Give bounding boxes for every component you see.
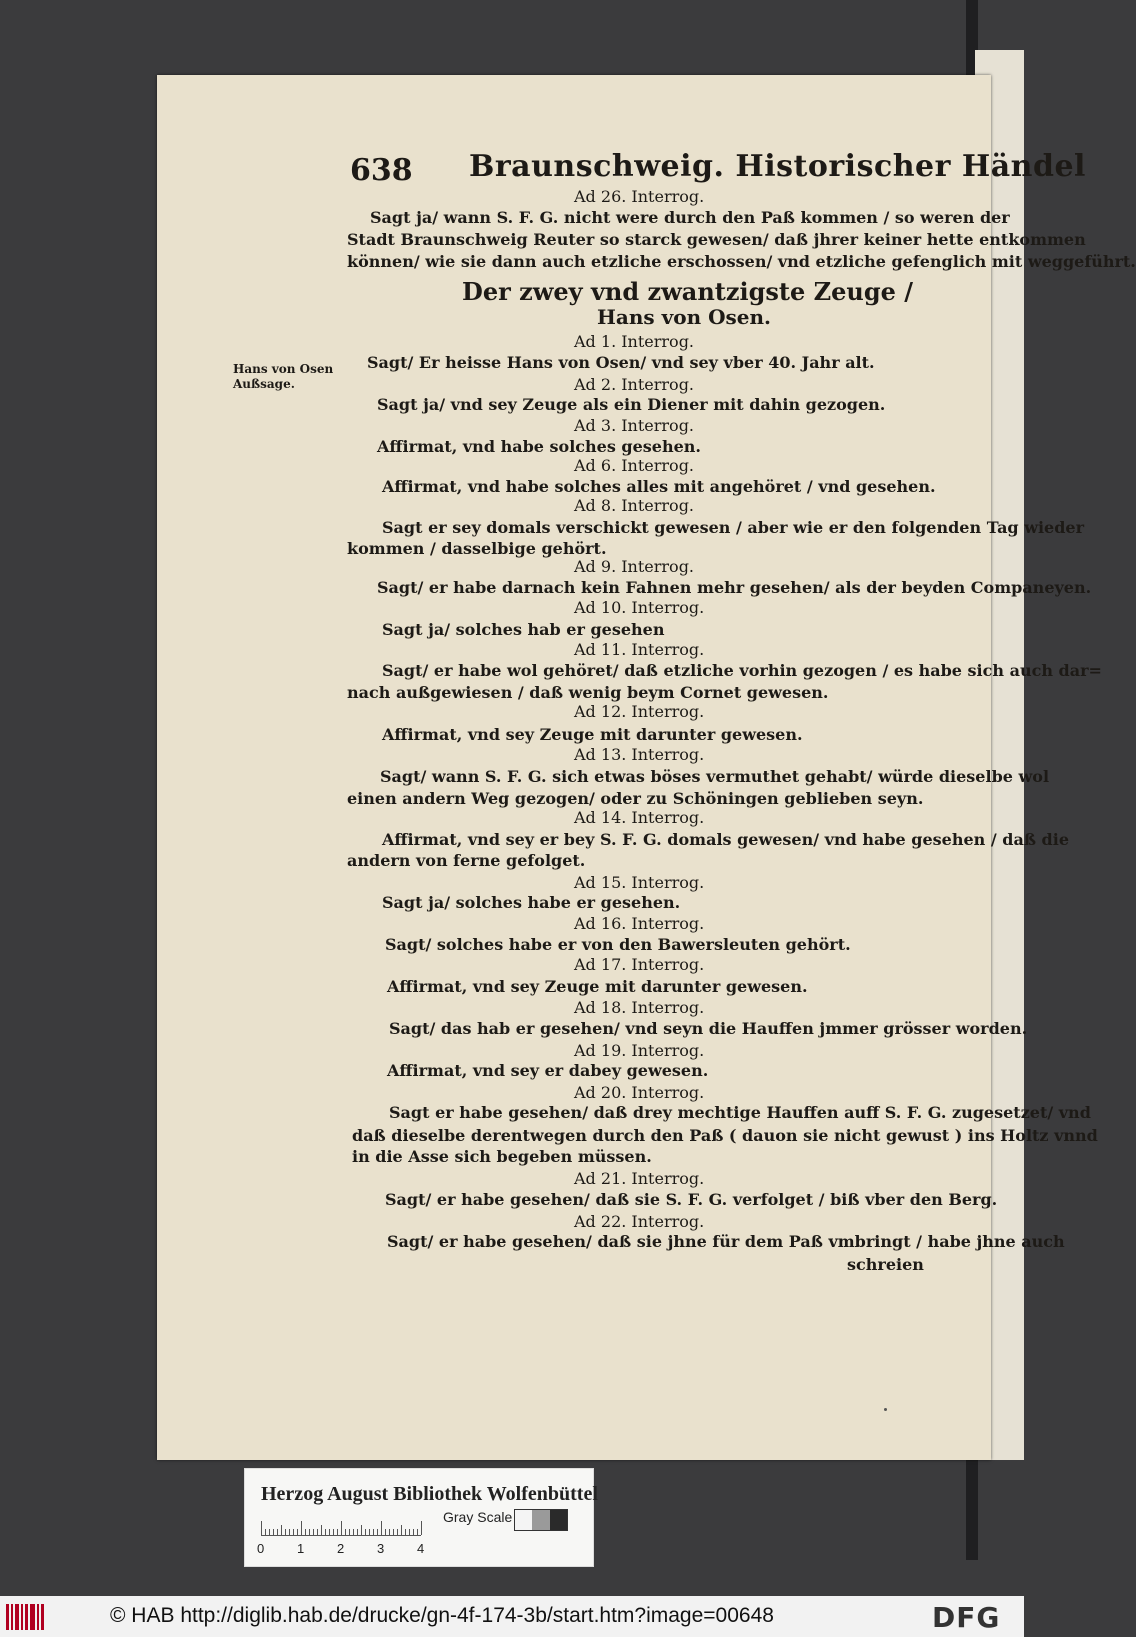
interrogatory-heading: Ad 22. Interrog. <box>574 1212 705 1231</box>
testimony-line: Sagt/ das hab er gesehen/ vnd seyn die Hauffen jmmer grösser worden. <box>389 1019 1028 1038</box>
library-color-card <box>244 1468 598 1567</box>
testimony-line: Sagt er sey domals verschickt gewesen / aber wie er den folgenden Tag wieder <box>382 518 1085 537</box>
gray-swatch <box>515 1510 532 1530</box>
testimony-line: nach außgewiesen / daß wenig beym Cornet gewesen. <box>347 683 829 702</box>
testimony-line: Sagt/ Er heisse Hans von Osen/ vnd sey vber 40. Jahr alt. <box>367 353 875 372</box>
ruler-tick <box>417 1529 418 1535</box>
barcode-bar <box>21 1604 23 1630</box>
testimony-line: Sagt/ er habe wol gehöret/ daß etzliche vorhin gezogen / es habe sich auch dar= <box>382 661 1102 680</box>
interrogatory-heading: Ad 3. Interrog. <box>574 416 695 435</box>
page-text-area <box>157 75 1136 1460</box>
testimony-line: Sagt/ wann S. F. G. sich etwas böses vermuthet gehabt/ würde dieselbe wol <box>380 767 1050 786</box>
testimony-line: in die Asse sich begeben müssen. <box>352 1147 652 1166</box>
testimony-line: können/ wie sie dann auch etzliche erschossen/ vnd etzliche gefenglich mit weggeführt. <box>347 252 1136 271</box>
gray-swatch <box>532 1510 549 1530</box>
testimony-line: Sagt ja/ solches hab er gesehen <box>382 620 665 639</box>
ruler-tick <box>309 1529 310 1535</box>
ruler-tick <box>421 1521 422 1535</box>
testimony-line: einen andern Weg gezogen/ oder zu Schöningen geblieben seyn. <box>347 789 924 808</box>
testimony-line: Affirmat, vnd sey er bey S. F. G. domals gewesen/ vnd habe gesehen / daß die <box>382 830 1069 849</box>
ruler-tick <box>317 1529 318 1535</box>
ruler-tick <box>353 1529 354 1535</box>
dfg-logo: DFG <box>932 1601 1001 1634</box>
ruler-number: 0 <box>257 1541 265 1556</box>
interrogatory-heading: Ad 19. Interrog. <box>574 1041 705 1060</box>
ruler-tick <box>385 1529 386 1535</box>
barcode-bar <box>11 1604 13 1630</box>
ruler-tick <box>305 1529 306 1535</box>
ruler-tick <box>277 1529 278 1535</box>
card-title: Herzog August Bibliothek Wolfenbüttel <box>261 1483 598 1505</box>
margin-note: Hans von Osen Außsage. <box>233 362 334 391</box>
interrogatory-heading: Ad 18. Interrog. <box>574 998 705 1017</box>
gray-scale-swatch <box>514 1509 568 1531</box>
interrogatory-heading: Ad 16. Interrog. <box>574 914 705 933</box>
ruler-tick <box>373 1529 374 1535</box>
ruler-tick <box>361 1525 362 1535</box>
ruler-tick <box>357 1529 358 1535</box>
ruler-tick <box>405 1529 406 1535</box>
ruler-tick <box>297 1529 298 1535</box>
interrogatory-heading: Ad 9. Interrog. <box>574 557 695 576</box>
testimony-line: Sagt/ solches habe er von den Bawersleuten gehört. <box>385 935 851 954</box>
testimony-line: daß dieselbe derentwegen durch den Paß ( dauon sie nicht gewust ) ins Holtz vnnd <box>352 1126 1098 1145</box>
interrogatory-heading: Ad 17. Interrog. <box>574 955 705 974</box>
ruler-tick <box>365 1529 366 1535</box>
testimony-line: Sagt ja/ vnd sey Zeuge als ein Diener mit dahin gezogen. <box>377 395 886 414</box>
testimony-line: Affirmat, vnd habe solches gesehen. <box>377 437 701 456</box>
ruler-tick <box>289 1529 290 1535</box>
ruler-tick <box>341 1521 342 1535</box>
ruler-scale <box>261 1521 421 1536</box>
ruler-tick <box>389 1529 390 1535</box>
interrogatory-heading: Ad 14. Interrog. <box>574 808 705 827</box>
testimony-line: Sagt/ er habe gesehen/ daß sie S. F. G. verfolget / biß vber den Berg. <box>385 1190 998 1209</box>
interrogatory-heading: Ad 13. Interrog. <box>574 745 705 764</box>
ruler-tick <box>313 1529 314 1535</box>
footer-bar <box>0 1596 1024 1637</box>
testimony-line: andern von ferne gefolget. <box>347 851 586 870</box>
ruler-tick <box>393 1529 394 1535</box>
testimony-line: Sagt/ er habe gesehen/ daß sie jhne für dem Paß vmbringt / habe jhne auch <box>387 1232 1065 1251</box>
page-number: 638 <box>350 153 413 188</box>
interrogatory-heading: Ad 10. Interrog. <box>574 598 705 617</box>
ruler-tick <box>265 1529 266 1535</box>
testimony-line: kommen / dasselbige gehört. <box>347 539 607 558</box>
ruler-tick <box>345 1529 346 1535</box>
ruler-number: 2 <box>337 1541 345 1556</box>
ruler-tick <box>409 1529 410 1535</box>
interrogatory-heading: Ad 20. Interrog. <box>574 1083 705 1102</box>
page-speck <box>884 1408 887 1411</box>
ruler-tick <box>349 1529 350 1535</box>
interrogatory-heading: Ad 21. Interrog. <box>574 1169 705 1188</box>
copyright-link[interactable]: © HAB http://diglib.hab.de/drucke/gn-4f-174-3b/start.htm?image=00648 <box>110 1604 774 1627</box>
ruler-tick <box>261 1521 262 1535</box>
interrogatory-heading: Ad 6. Interrog. <box>574 456 695 475</box>
ruler-tick <box>401 1525 402 1535</box>
testimony-line: Affirmat, vnd sey Zeuge mit darunter gewesen. <box>382 725 803 744</box>
ruler-tick <box>285 1529 286 1535</box>
ruler-tick <box>301 1521 302 1535</box>
testimony-line: Affirmat, vnd sey er dabey gewesen. <box>387 1061 709 1080</box>
testimony-line: Affirmat, vnd sey Zeuge mit darunter gewesen. <box>387 977 808 996</box>
barcode-bar <box>30 1604 35 1630</box>
testimony-line: Affirmat, vnd habe solches alles mit angehöret / vnd gesehen. <box>382 477 936 496</box>
testimony-line: Sagt er habe gesehen/ daß drey mechtige Hauffen auff S. F. G. zugesetzet/ vnd <box>389 1103 1091 1122</box>
testimony-line: schreien <box>847 1255 924 1274</box>
interrogatory-heading: Ad 11. Interrog. <box>574 640 705 659</box>
testimony-line: Sagt ja/ solches habe er gesehen. <box>382 893 681 912</box>
barcode-bar <box>41 1604 44 1630</box>
ruler-tick <box>281 1525 282 1535</box>
ruler-tick <box>337 1529 338 1535</box>
barcode-bar <box>15 1604 19 1630</box>
running-title: Braunschweig. Historischer Händel <box>469 149 1086 184</box>
ruler-tick <box>273 1529 274 1535</box>
barcode-icon <box>6 1604 46 1630</box>
gray-swatch <box>550 1510 567 1530</box>
interrogatory-heading: Ad 8. Interrog. <box>574 496 695 515</box>
ruler-tick <box>293 1529 294 1535</box>
testimony-line: Stadt Braunschweig Reuter so starck gewesen/ daß jhrer keiner hette entkommen <box>347 230 1086 249</box>
testimony-line: Sagt ja/ wann S. F. G. nicht were durch den Paß kommen / so weren der <box>370 208 1010 227</box>
interrogatory-heading: Ad 2. Interrog. <box>574 375 695 394</box>
ruler-tick <box>269 1529 270 1535</box>
ruler-tick <box>329 1529 330 1535</box>
section-heading: Der zwey vnd zwantzigste Zeuge / <box>462 277 914 306</box>
barcode-bar <box>6 1604 9 1630</box>
interrogatory-heading: Ad 26. Interrog. <box>574 187 705 206</box>
ruler-tick <box>369 1529 370 1535</box>
ruler-tick <box>413 1529 414 1535</box>
ruler-tick <box>333 1529 334 1535</box>
ruler-tick <box>325 1529 326 1535</box>
interrogatory-heading: Ad 1. Interrog. <box>574 332 695 351</box>
book-page <box>157 75 1136 1460</box>
barcode-bar <box>37 1604 39 1630</box>
ruler-tick <box>377 1529 378 1535</box>
section-subheading: Hans von Osen. <box>597 305 771 329</box>
ruler-tick <box>397 1529 398 1535</box>
interrogatory-heading: Ad 15. Interrog. <box>574 873 705 892</box>
ruler-number: 3 <box>377 1541 385 1556</box>
ruler-tick <box>381 1521 382 1535</box>
ruler-number: 4 <box>417 1541 425 1556</box>
gray-scale-label: Gray Scale <box>443 1509 513 1525</box>
testimony-line: Sagt/ er habe darnach kein Fahnen mehr gesehen/ als der beyden Companeyen. <box>377 578 1092 597</box>
interrogatory-heading: Ad 12. Interrog. <box>574 702 705 721</box>
ruler-number: 1 <box>297 1541 305 1556</box>
barcode-bar <box>25 1604 28 1630</box>
ruler-tick <box>321 1525 322 1535</box>
